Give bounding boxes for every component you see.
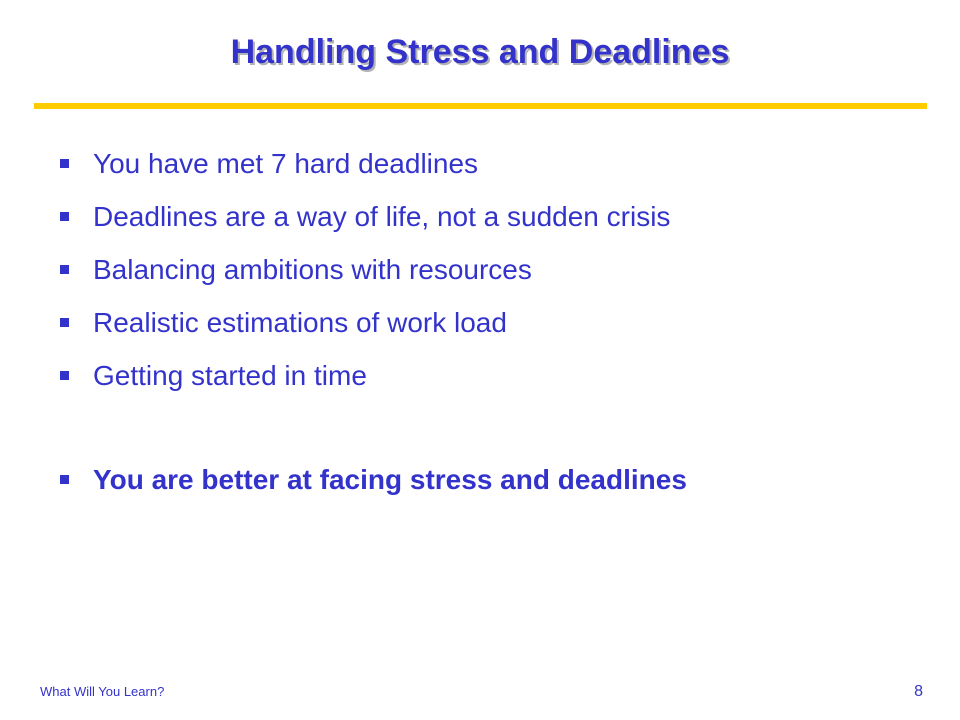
bullet-text: Balancing ambitions with resources bbox=[93, 254, 532, 285]
bullet-text: Realistic estimations of work load bbox=[93, 307, 507, 338]
bullet-item-summary bbox=[58, 456, 938, 509]
bullet-item bbox=[58, 352, 938, 405]
bullet-item bbox=[58, 193, 938, 246]
bullet-text: Deadlines are a way of life, not a sudden crisis bbox=[93, 201, 671, 232]
square-bullet-icon bbox=[60, 212, 69, 221]
page-number: 8 bbox=[914, 683, 923, 700]
bullet-item bbox=[58, 299, 938, 352]
bullet-list bbox=[58, 140, 938, 509]
bullet-text: Getting started in time bbox=[93, 360, 367, 391]
square-bullet-icon bbox=[60, 159, 69, 168]
slide-title: Handling Stress and Deadlines bbox=[230, 33, 730, 71]
title-divider bbox=[34, 103, 927, 109]
square-bullet-icon bbox=[60, 371, 69, 380]
bullet-item bbox=[58, 246, 938, 299]
bullet-item bbox=[58, 140, 938, 193]
bullet-text: You are better at facing stress and deadlines bbox=[93, 464, 687, 495]
square-bullet-icon bbox=[60, 318, 69, 327]
square-bullet-icon bbox=[60, 475, 69, 484]
square-bullet-icon bbox=[60, 265, 69, 274]
bullet-text: You have met 7 hard deadlines bbox=[93, 148, 479, 179]
footer-text: What Will You Learn? bbox=[40, 684, 165, 699]
